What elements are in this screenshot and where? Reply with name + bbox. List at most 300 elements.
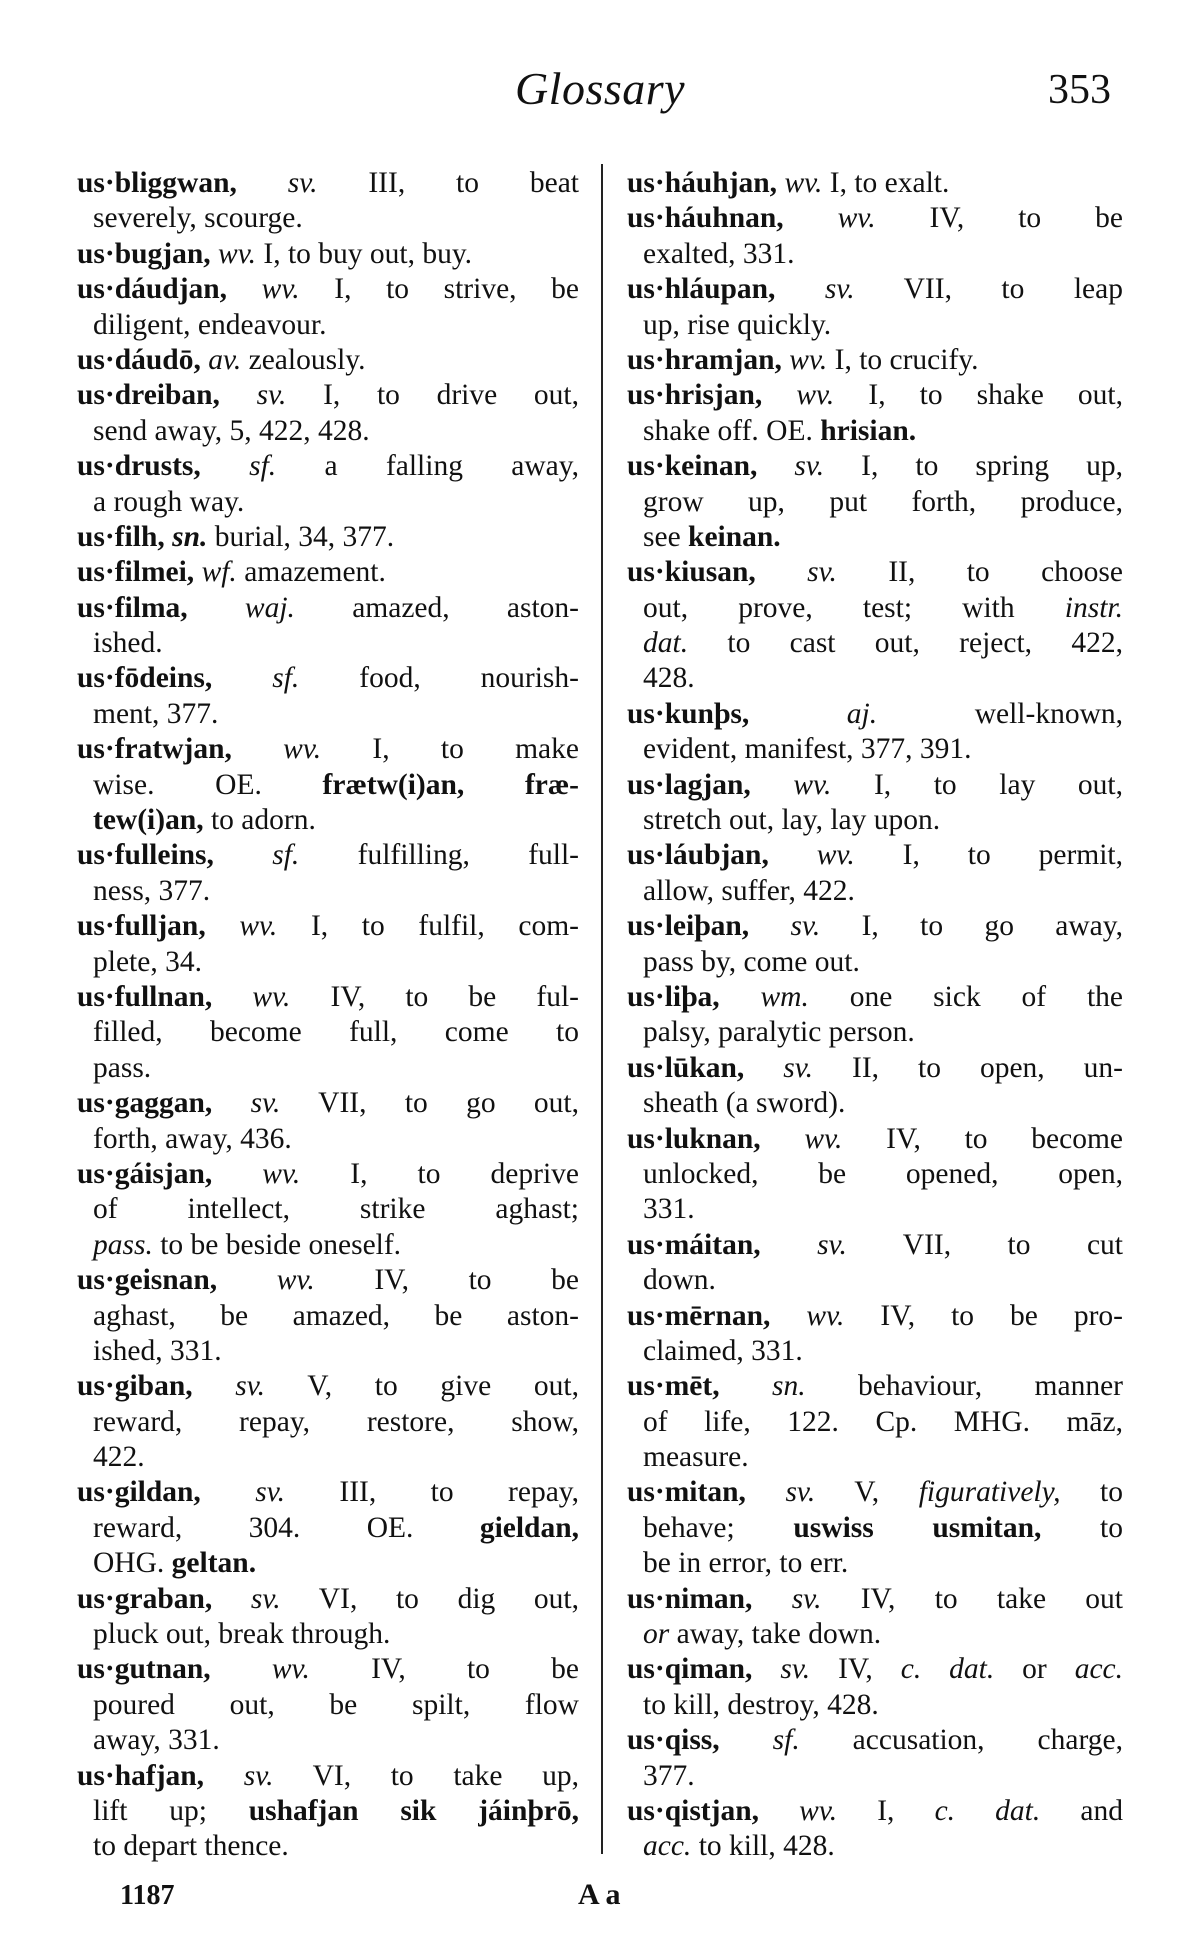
glossary-entry-line <box>627 1228 1123 1263</box>
glossary-continuation-line <box>627 1334 1123 1369</box>
definition-text: send away, 5, 422, 428. <box>93 414 370 447</box>
definition-text: to adorn. <box>203 804 316 837</box>
grammar-label: wv. <box>205 910 278 943</box>
definition-text: IV, to be <box>314 1264 579 1297</box>
glossary-entry-line <box>77 343 579 378</box>
definition-text: keinan. <box>688 520 781 553</box>
definition-text: aghast, be amazed, be aston- <box>93 1299 579 1332</box>
definition-text: a rough way. <box>93 485 245 518</box>
grammar-label: dat. <box>643 627 689 660</box>
grammar-label: sv. <box>757 450 825 483</box>
grammar-label: pass. <box>93 1228 153 1261</box>
definition-text: IV, to be ful- <box>290 980 579 1013</box>
headword: us·hafjan, <box>77 1759 205 1792</box>
headword: us·geisnan, <box>77 1264 218 1297</box>
definition-text: OHG. <box>93 1547 172 1580</box>
glossary-entry-line <box>77 272 579 307</box>
grammar-label: sv. <box>755 556 837 589</box>
definition-text: to depart thence. <box>93 1830 289 1863</box>
headword: us·dreiban, <box>77 379 220 412</box>
grammar-label: sf. <box>200 450 277 483</box>
headword: us·gutnan, <box>77 1653 211 1686</box>
headword: us·máitan, <box>627 1228 761 1261</box>
glossary-entry-line <box>77 591 579 626</box>
definition-text: ished. <box>93 627 163 660</box>
glossary-continuation-line <box>627 1759 1123 1794</box>
glossary-continuation-line <box>77 1546 579 1581</box>
glossary-entry-line <box>627 909 1123 944</box>
headword: us·háuhnan, <box>627 202 784 235</box>
definition-text: I, to drive out, <box>286 379 579 412</box>
definition-text: I, to make <box>321 733 579 766</box>
definition-text: pass. <box>93 1051 152 1084</box>
grammar-label: wv. <box>217 1264 315 1297</box>
headword: us·hramjan, <box>627 343 782 376</box>
definition-text: V, <box>815 1476 919 1509</box>
glossary-continuation-line <box>77 1122 579 1157</box>
definition-text: to cast out, reject, 422, <box>688 627 1123 660</box>
definition-text: I, to exalt. <box>822 167 950 199</box>
glossary-continuation-line <box>627 237 1123 272</box>
definition-text: of life, 122. Cp. MHG. māz, <box>643 1405 1123 1438</box>
headword: us·dáudō, <box>77 343 201 376</box>
glossary-entry-line <box>627 1369 1123 1404</box>
glossary-entry-line <box>627 1794 1123 1829</box>
glossary-continuation-line <box>627 732 1123 767</box>
headword: us·gaggan, <box>77 1087 213 1120</box>
grammar-label: sv. <box>212 1582 281 1615</box>
definition-text: ness, 377. <box>93 874 211 907</box>
definition-text: VI, to dig out, <box>280 1582 579 1615</box>
headword: us·niman, <box>627 1582 753 1615</box>
definition-text: IV, to be pro- <box>844 1299 1123 1332</box>
headword: us·fullnan, <box>77 980 213 1013</box>
headword: us·bliggwan, <box>77 167 237 199</box>
column-divider <box>601 164 603 1854</box>
signature-number: 1187 <box>120 1880 175 1911</box>
headword: us·fulljan, <box>77 910 206 943</box>
definition-text: filled, become full, come to <box>93 1016 579 1049</box>
glossary-continuation-line <box>627 308 1123 343</box>
definition-text: one sick of the <box>808 980 1124 1013</box>
definition-text: see <box>643 520 689 553</box>
definition-text: plete, 34. <box>93 945 202 978</box>
definition-text: away, take down. <box>669 1618 882 1651</box>
definition-text: to kill, destroy, 428. <box>643 1688 879 1721</box>
glossary-continuation-line <box>77 626 579 661</box>
grammar-label: wf. <box>194 556 237 589</box>
glossary-entry-line <box>77 661 579 696</box>
definition-text: palsy, paralytic person. <box>643 1016 915 1049</box>
grammar-label: wm. <box>719 980 809 1013</box>
definition-text: I, to permit, <box>854 839 1123 872</box>
glossary-continuation-line <box>627 1263 1123 1298</box>
glossary-entry-line <box>77 1582 579 1617</box>
glossary-entry-line <box>77 378 579 413</box>
glossary-continuation-line <box>77 1228 579 1263</box>
definition-text: be in error, to err. <box>643 1547 849 1580</box>
definition-text: uswiss usmitan, <box>793 1511 1042 1544</box>
headword: us·mērnan, <box>627 1299 771 1332</box>
glossary-entry-line <box>77 1759 579 1794</box>
definition-text: IV, to be <box>875 202 1123 235</box>
glossary-continuation-line <box>627 1829 1123 1864</box>
definition-text: II, to open, un- <box>813 1051 1123 1084</box>
glossary-continuation-line <box>627 1688 1123 1723</box>
glossary-entry-line <box>627 1723 1123 1758</box>
definition-text: I, to crucify. <box>827 343 979 376</box>
definition-text: measure. <box>643 1441 749 1474</box>
grammar-label: acc. <box>643 1830 692 1863</box>
glossary-continuation-line <box>627 626 1123 661</box>
grammar-label: wv. <box>212 1157 301 1190</box>
grammar-label: c. dat. <box>934 1794 1041 1827</box>
glossary-entry-line <box>77 909 579 944</box>
definition-text: away, 331. <box>93 1724 220 1757</box>
definition-text: I, to lay out, <box>831 768 1123 801</box>
definition-text: fulfilling, full- <box>299 839 579 872</box>
glossary-entry-line <box>627 1652 1123 1687</box>
headword: us·láubjan, <box>627 839 769 872</box>
definition-text: I, <box>837 1794 935 1827</box>
definition-text: diligent, endeavour. <box>93 308 327 341</box>
definition-text: III, to repay, <box>285 1476 580 1509</box>
grammar-label: sv. <box>236 167 318 199</box>
glossary-entry-line <box>77 520 579 555</box>
glossary-continuation-line <box>77 201 579 236</box>
headword: us·gáisjan, <box>77 1157 213 1190</box>
glossary-continuation-line <box>77 1051 579 1086</box>
glossary-entry-line <box>77 1157 579 1192</box>
grammar-label: wv. <box>210 1653 310 1686</box>
grammar-label: wv. <box>770 1299 845 1332</box>
headword: us·liþa, <box>627 980 720 1013</box>
glossary-entry-line <box>627 768 1123 803</box>
definition-text: 428. <box>643 662 695 695</box>
headword: us·qiman, <box>627 1653 753 1686</box>
definition-text: I, to fulfil, com- <box>277 910 579 943</box>
grammar-label: wv. <box>759 1794 838 1827</box>
definition-text: shake off. OE. <box>643 414 821 447</box>
glossary-entry-line <box>77 166 579 201</box>
definition-text: unlocked, be opened, open, <box>643 1157 1123 1190</box>
grammar-label: sf. <box>719 1724 800 1757</box>
headword: us·kunþs, <box>627 697 750 730</box>
definition-text: stretch out, lay, lay upon. <box>643 804 941 837</box>
definition-text: forth, away, 436. <box>93 1122 292 1155</box>
glossary-continuation-line <box>77 1015 579 1050</box>
grammar-label: av. <box>200 343 242 376</box>
signature-mark: A a <box>578 1878 621 1911</box>
glossary-entry-line <box>627 1582 1123 1617</box>
glossary-continuation-line <box>77 308 579 343</box>
definition-text: severely, scourge. <box>93 202 303 235</box>
definition-text: burial, 34, 377. <box>207 520 395 553</box>
glossary-continuation-line <box>627 1015 1123 1050</box>
glossary-continuation-line <box>77 697 579 732</box>
definition-text: ment, 377. <box>93 697 219 730</box>
definition-text: well-known, <box>877 697 1123 730</box>
glossary-column-right <box>627 166 1123 1865</box>
definition-text: accusation, charge, <box>799 1724 1123 1757</box>
grammar-label: wv. <box>760 1122 843 1155</box>
definition-text: I, to go away, <box>820 910 1123 943</box>
grammar-label: wv. <box>781 343 828 376</box>
glossary-continuation-line <box>627 485 1123 520</box>
definition-text: frætw(i)an, fræ- <box>322 768 579 801</box>
grammar-label: wv. <box>768 839 855 872</box>
glossary-continuation-line <box>77 1511 579 1546</box>
headword: us·qiss, <box>627 1724 720 1757</box>
headword: us·qistjan, <box>627 1794 759 1827</box>
glossary-continuation-line <box>77 874 579 909</box>
headword: us·drusts, <box>77 450 201 483</box>
glossary-entry-line <box>627 1122 1123 1157</box>
definition-text: VII, to leap <box>854 273 1123 306</box>
headword: us·lagjan, <box>627 768 751 801</box>
grammar-label: wv. <box>212 980 291 1013</box>
grammar-label: figuratively, <box>918 1476 1061 1509</box>
glossary-entry-line <box>77 1263 579 1298</box>
grammar-label: waj. <box>187 591 295 624</box>
glossary-continuation-line <box>77 1440 579 1475</box>
glossary-continuation-line <box>627 1086 1123 1121</box>
definition-text: reward, 304. OE. <box>93 1511 480 1544</box>
definition-text: lift up; <box>93 1794 249 1827</box>
glossary-continuation-line <box>627 803 1123 838</box>
glossary-entry-line <box>77 980 579 1015</box>
definition-text: food, nourish- <box>299 662 579 695</box>
definition-text: gieldan, <box>479 1511 579 1544</box>
definition-text: amazement. <box>236 556 386 589</box>
glossary-entry-line <box>627 1299 1123 1334</box>
definition-text: sn. <box>164 520 208 553</box>
glossary-entry-line <box>627 272 1123 307</box>
definition-text: poured out, be spilt, flow <box>93 1688 579 1721</box>
glossary-entry-line <box>627 343 1123 378</box>
glossary-continuation-line <box>627 591 1123 626</box>
headword: us·hláupan, <box>627 273 776 306</box>
grammar-label: sv. <box>200 1476 285 1509</box>
definition-text: up, rise quickly. <box>643 308 832 341</box>
glossary-continuation-line <box>627 1511 1123 1546</box>
glossary-entry-line <box>627 166 1123 201</box>
grammar-label: wv. <box>227 273 300 306</box>
glossary-continuation-line <box>627 1617 1123 1652</box>
glossary-entry-line <box>77 555 579 590</box>
grammar-label: sf. <box>212 662 300 695</box>
glossary-entry-line <box>77 838 579 873</box>
headword: us·gildan, <box>77 1476 201 1509</box>
glossary-continuation-line <box>77 1829 579 1864</box>
grammar-label: sv. <box>219 379 287 412</box>
definition-text: grow up, put forth, produce, <box>643 485 1123 518</box>
definition-text: exalted, 331. <box>643 237 795 270</box>
grammar-label: wv. <box>783 202 876 235</box>
definition-text: II, to choose <box>836 556 1124 589</box>
glossary-entry-line <box>77 1086 579 1121</box>
glossary-entry-line <box>627 449 1123 484</box>
glossary-continuation-line <box>77 1299 579 1334</box>
headword: us·mitan, <box>627 1476 746 1509</box>
headword: us·lūkan, <box>627 1051 745 1084</box>
glossary-continuation-line <box>627 874 1123 909</box>
headword: us·fratwjan, <box>77 733 232 766</box>
glossary-continuation-line <box>627 1405 1123 1440</box>
glossary-entry-line <box>627 980 1123 1015</box>
glossary-entry-line <box>77 1475 579 1510</box>
glossary-entry-line <box>77 732 579 767</box>
glossary-continuation-line <box>77 1192 579 1227</box>
glossary-column-left <box>77 166 579 1865</box>
grammar-label: sv. <box>775 273 855 306</box>
page-number: 353 <box>1048 67 1111 113</box>
grammar-label: sf. <box>213 839 300 872</box>
grammar-label: wv. <box>777 167 823 199</box>
grammar-label: wv. <box>762 379 835 412</box>
headword: us·leiþan, <box>627 910 750 943</box>
glossary-continuation-line <box>627 520 1123 555</box>
definition-text: I, to buy out, buy. <box>256 237 473 270</box>
grammar-label: sn. <box>719 1370 806 1403</box>
glossary-entry-line <box>627 555 1123 590</box>
headword: us·kiusan, <box>627 556 756 589</box>
definition-text: or <box>994 1653 1075 1686</box>
definition-text: ushafjan sik jáinþrō, <box>248 1794 579 1827</box>
definition-text: hrisian. <box>820 414 917 447</box>
definition-text: amazed, aston- <box>294 591 580 624</box>
grammar-label: sv. <box>745 1476 816 1509</box>
definition-text: of intellect, strike aghast; <box>93 1193 579 1226</box>
definition-text: I, to strive, be <box>299 273 579 306</box>
grammar-label: sv. <box>204 1759 274 1792</box>
headword: us·graban, <box>77 1582 213 1615</box>
definition-text: VII, to cut <box>846 1228 1124 1261</box>
grammar-label: acc. <box>1074 1653 1123 1686</box>
grammar-label: or <box>643 1618 670 1651</box>
grammar-label: instr. <box>1064 591 1123 624</box>
definition-text: sheath (a sword). <box>643 1087 846 1120</box>
definition-text: wise. OE. <box>93 768 323 801</box>
glossary-continuation-line <box>77 1405 579 1440</box>
glossary-continuation-line <box>77 1794 579 1829</box>
definition-text: I, to deprive <box>300 1157 579 1190</box>
definition-text: to kill, 428. <box>691 1830 835 1863</box>
definition-text: to <box>1041 1511 1124 1544</box>
glossary-continuation-line <box>627 1546 1123 1581</box>
glossary-entry-line <box>627 838 1123 873</box>
headword: us·fōdeins, <box>77 662 213 695</box>
definition-text: reward, repay, restore, show, <box>93 1405 579 1438</box>
definition-text: tew(i)an, <box>93 804 204 837</box>
grammar-label: wv. <box>231 733 322 766</box>
glossary-continuation-line <box>627 1192 1123 1227</box>
headword: us·bugjan, <box>77 237 211 270</box>
definition-text: I, to shake out, <box>834 379 1123 412</box>
definition-text: III, to beat <box>317 167 579 199</box>
glossary-entry-line <box>627 1475 1123 1510</box>
definition-text: I, to spring up, <box>824 450 1123 483</box>
grammar-label: sv. <box>212 1087 281 1120</box>
headword: us·háuhjan, <box>627 167 778 199</box>
definition-text: and <box>1040 1794 1123 1827</box>
definition-text: pluck out, break through. <box>93 1618 391 1651</box>
glossary-entry-line <box>627 201 1123 236</box>
headword: us·dáudjan, <box>77 273 228 306</box>
headword: us·filh, <box>77 520 165 553</box>
glossary-continuation-line <box>77 414 579 449</box>
grammar-label: sv. <box>752 1653 811 1686</box>
definition-text: IV, <box>810 1653 901 1686</box>
grammar-label: sv. <box>192 1370 266 1403</box>
definition-text: to <box>1060 1476 1123 1509</box>
definition-text: IV, to become <box>842 1122 1123 1155</box>
glossary-continuation-line <box>77 1688 579 1723</box>
headword: us·luknan, <box>627 1122 761 1155</box>
grammar-label: c. dat. <box>900 1653 995 1686</box>
definition-text: IV, to take out <box>821 1582 1123 1615</box>
glossary-continuation-line <box>77 945 579 980</box>
glossary-entry-line <box>77 1652 579 1687</box>
definition-text: a falling away, <box>276 450 579 483</box>
headword: us·keinan, <box>627 450 758 483</box>
definition-text: geltan. <box>171 1547 257 1580</box>
page-title: Glossary <box>514 63 686 114</box>
grammar-label: wv. <box>210 237 256 270</box>
headword: us·hrisjan, <box>627 379 763 412</box>
glossary-continuation-line <box>77 768 579 803</box>
glossary-continuation-line <box>77 485 579 520</box>
definition-text: out, prove, test; with <box>643 591 1065 624</box>
headword: us·fulleins, <box>77 839 214 872</box>
definition-text: ished, 331. <box>93 1334 222 1367</box>
headword: us·mēt, <box>627 1370 720 1403</box>
glossary-continuation-line <box>77 1334 579 1369</box>
definition-text: behave; <box>643 1511 794 1544</box>
grammar-label: sv. <box>744 1051 814 1084</box>
glossary-entry-line <box>77 237 579 272</box>
headword: us·filmei, <box>77 556 195 589</box>
definition-text: behaviour, manner <box>805 1370 1124 1403</box>
glossary-continuation-line <box>627 414 1123 449</box>
headword: us·filma, <box>77 591 188 624</box>
glossary-continuation-line <box>627 1157 1123 1192</box>
definition-text: evident, manifest, 377, 391. <box>643 733 972 766</box>
grammar-label: sv. <box>752 1582 822 1615</box>
headword: us·giban, <box>77 1370 193 1403</box>
definition-text: 422. <box>93 1441 145 1474</box>
grammar-label: aj. <box>749 697 878 730</box>
definition-text: 377. <box>643 1759 695 1792</box>
definition-text: claimed, 331. <box>643 1334 803 1367</box>
grammar-label: sv. <box>760 1228 847 1261</box>
glossary-continuation-line <box>627 1440 1123 1475</box>
definition-text: VI, to take up, <box>273 1759 579 1792</box>
glossary-entry-line <box>627 1051 1123 1086</box>
glossary-continuation-line <box>77 1617 579 1652</box>
glossary-continuation-line <box>627 661 1123 696</box>
grammar-label: sv. <box>749 910 821 943</box>
definition-text: VII, to go out, <box>280 1087 579 1120</box>
glossary-entry-line <box>77 1369 579 1404</box>
glossary-continuation-line <box>77 803 579 838</box>
glossary-entry-line <box>627 378 1123 413</box>
definition-text: V, to give out, <box>265 1370 579 1403</box>
glossary-continuation-line <box>77 1723 579 1758</box>
definition-text: IV, to be <box>309 1653 579 1686</box>
glossary-entry-line <box>77 449 579 484</box>
definition-text: down. <box>643 1264 716 1297</box>
